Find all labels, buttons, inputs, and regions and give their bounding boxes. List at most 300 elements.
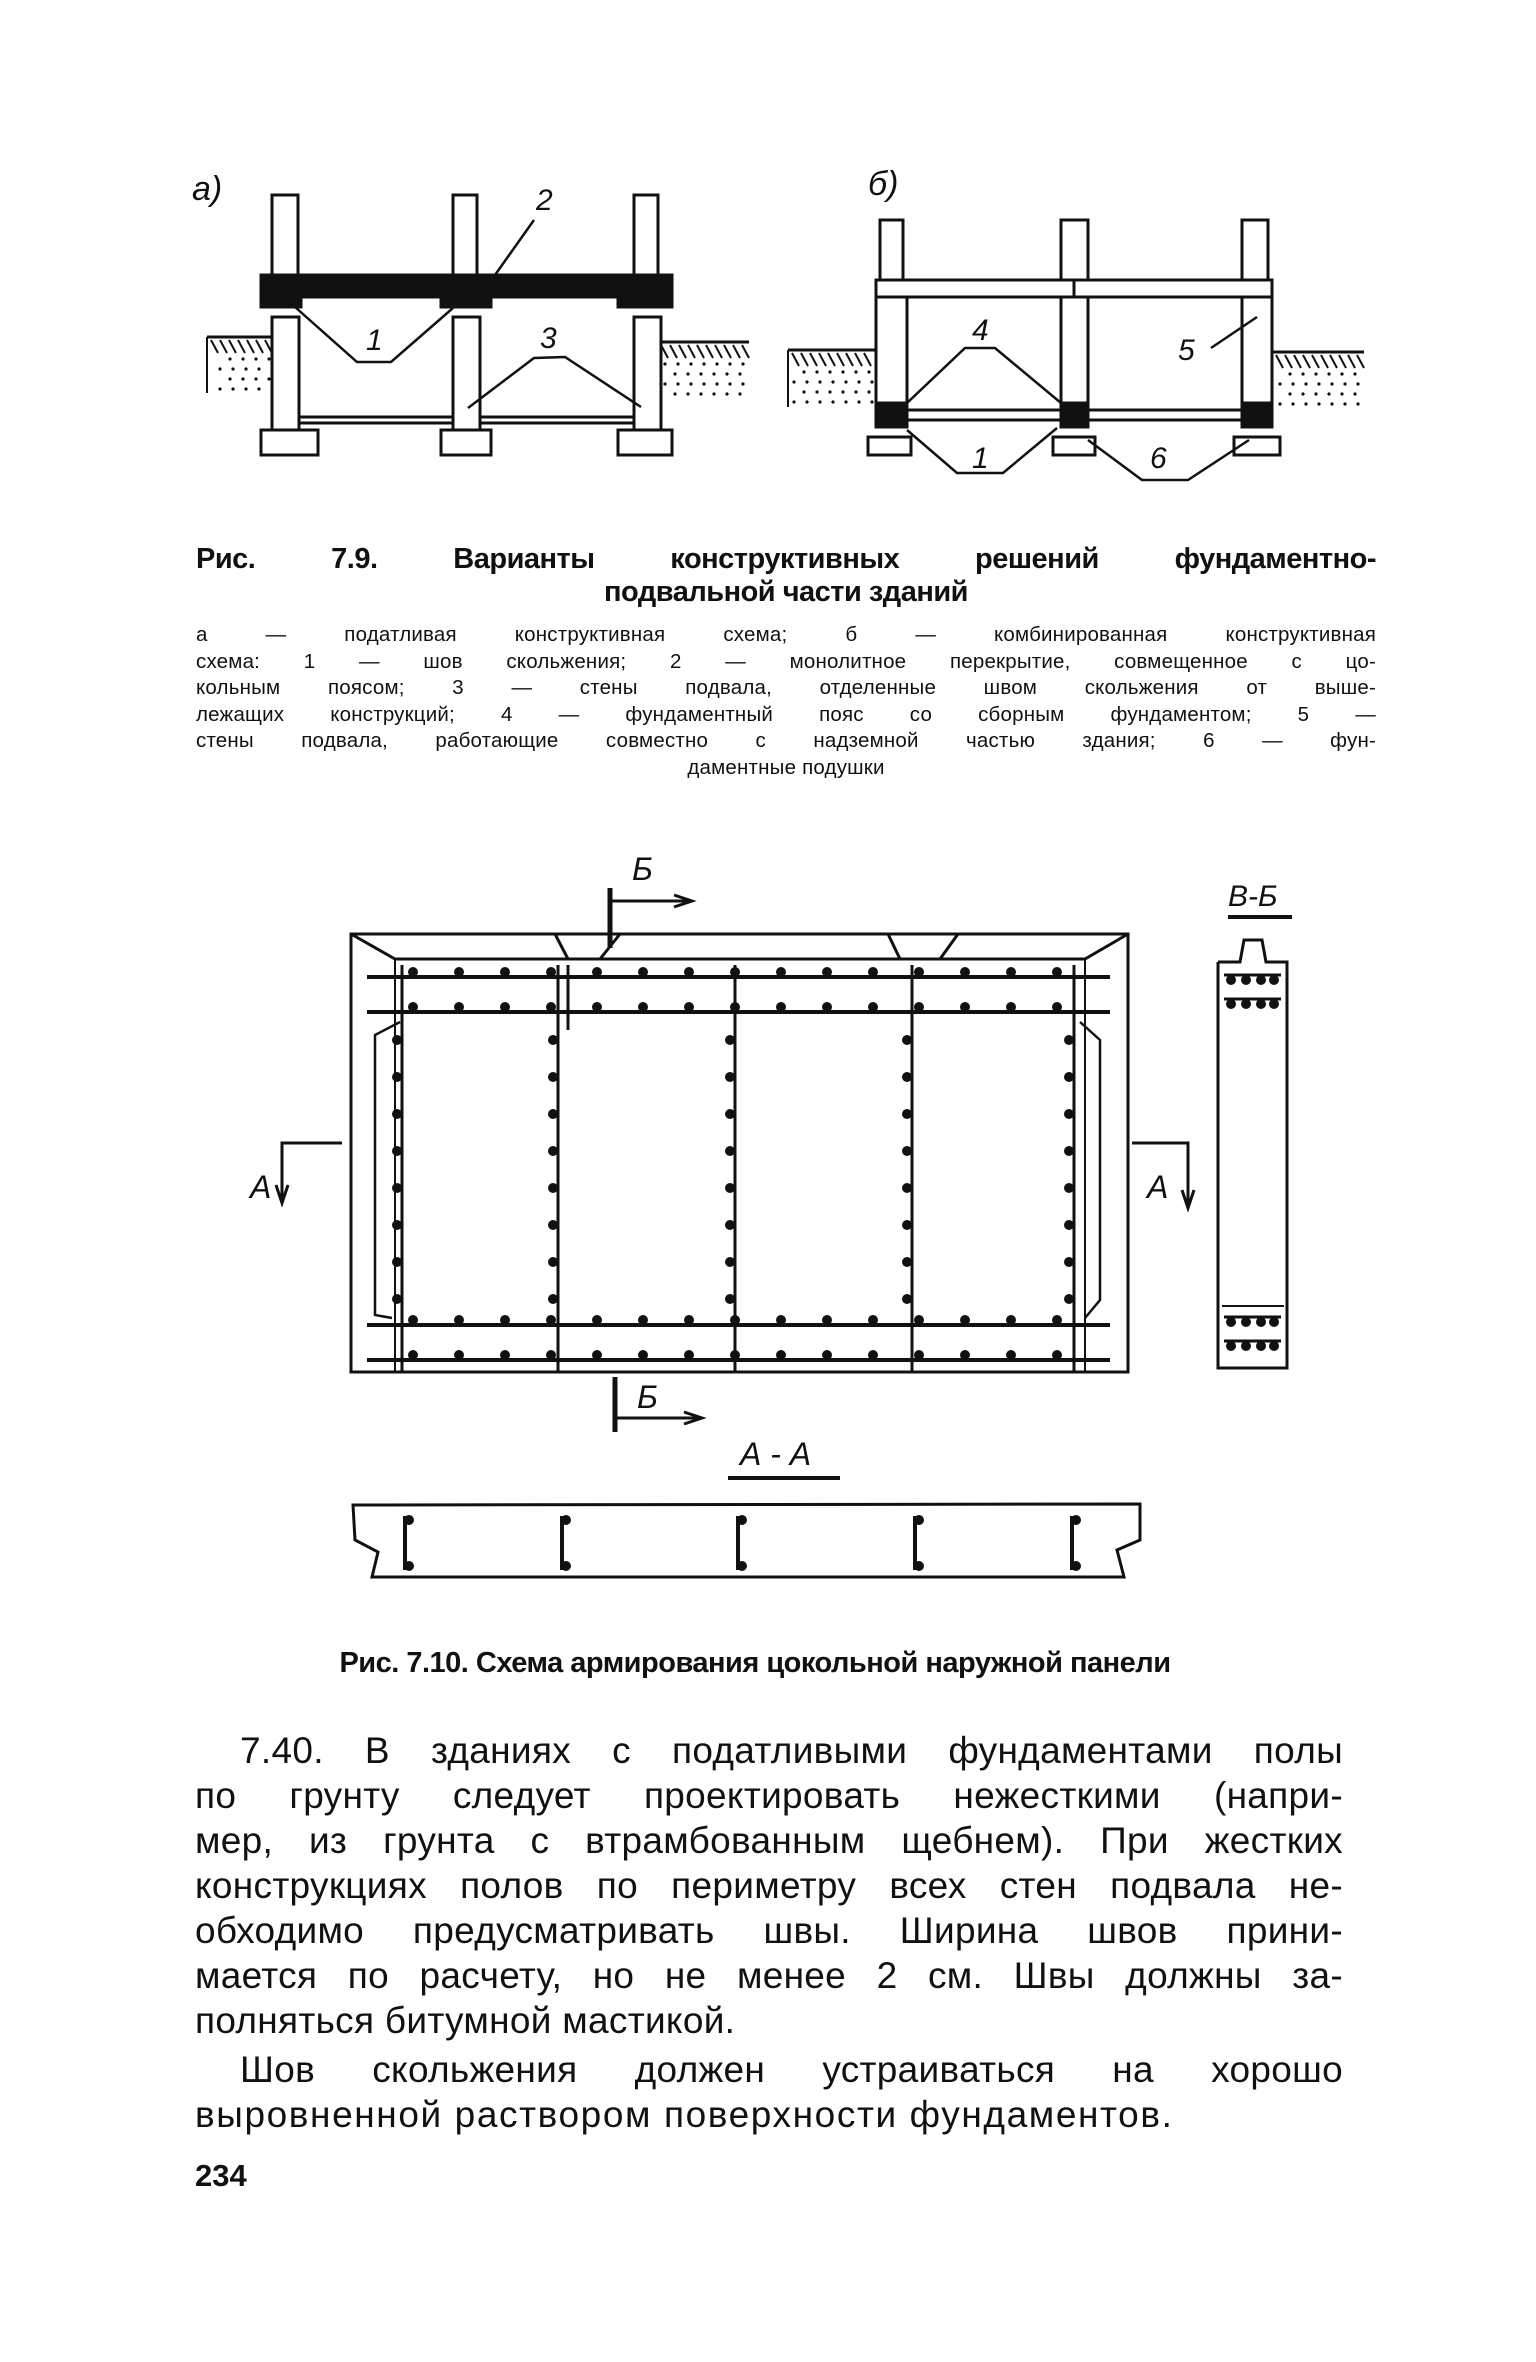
rebar-dot — [725, 1257, 735, 1267]
section-marker-b-bottom: Б — [637, 1379, 658, 1415]
soil-dot — [702, 382, 705, 385]
rebar-dot — [408, 1002, 418, 1012]
soil-dot — [870, 380, 873, 383]
soil-dot — [854, 370, 857, 373]
soil-dot — [1291, 402, 1294, 405]
soil-hatch — [1348, 355, 1355, 368]
rebar-dot — [730, 1350, 740, 1360]
legend-line: а — податливая конструктивная схема; б — комбинированная конструктивная — [196, 623, 1376, 646]
soil-dot — [741, 382, 744, 385]
soil-dot — [1291, 382, 1294, 385]
rebar-dot — [1064, 1183, 1074, 1193]
soil-dot — [841, 390, 844, 393]
soil-hatch — [715, 345, 722, 358]
rebar-dot — [902, 1109, 912, 1119]
rebar-dot — [1226, 999, 1236, 1009]
soil-dot — [1327, 372, 1330, 375]
soil-dot — [1314, 392, 1317, 395]
soil-dot — [844, 400, 847, 403]
soil-dot — [844, 380, 847, 383]
soil-dot — [241, 377, 244, 380]
soil-hatch — [846, 353, 853, 366]
rebar-dot — [454, 1350, 464, 1360]
soil-dot — [725, 392, 728, 395]
soil-dot — [725, 372, 728, 375]
soil-dot — [699, 392, 702, 395]
rebar-dot — [960, 1315, 970, 1325]
soil-dot — [244, 367, 247, 370]
soil-dot — [218, 367, 221, 370]
soil-hatch — [229, 340, 236, 353]
soil-dot — [1343, 402, 1346, 405]
callout-2: 2 — [536, 184, 553, 217]
soil-hatch — [1330, 355, 1337, 368]
rebar-dot — [546, 1315, 556, 1325]
soil-dot — [831, 400, 834, 403]
soil-dot — [673, 392, 676, 395]
soil-dot — [818, 380, 821, 383]
soil-dot — [1340, 372, 1343, 375]
rebar-dot — [868, 967, 878, 977]
soil-dot — [1327, 392, 1330, 395]
soil-hatch — [855, 353, 862, 366]
rebar-dot — [500, 1315, 510, 1325]
soil-dot — [712, 392, 715, 395]
section-aa — [353, 1504, 1140, 1577]
soil-dot — [1314, 372, 1317, 375]
rebar-dot — [902, 1257, 912, 1267]
rebar-dot — [1241, 1317, 1251, 1327]
soil-dot — [267, 357, 270, 360]
rebar-dot — [500, 967, 510, 977]
soil-hatch — [211, 340, 218, 353]
soil-hatch — [220, 340, 227, 353]
soil-dot — [1356, 382, 1359, 385]
rebar-dot — [392, 1220, 402, 1230]
soil-dot — [815, 390, 818, 393]
rebar-dot — [684, 967, 694, 977]
rebar-dot — [1064, 1035, 1074, 1045]
rebar-dot — [561, 1561, 571, 1571]
rebar-dot — [902, 1183, 912, 1193]
rebar-dot — [725, 1183, 735, 1193]
rebar-dot — [725, 1035, 735, 1045]
rebar-dot — [546, 1002, 556, 1012]
rebar-dot — [404, 1561, 414, 1571]
foundation-belt — [876, 403, 907, 427]
rebar-dot — [548, 1035, 558, 1045]
rebar-dot — [725, 1109, 735, 1119]
figure-7-9-caption-title-line-2: подвальной части зданий — [604, 576, 968, 608]
soil-dot — [1356, 402, 1359, 405]
basement-wall — [453, 317, 480, 430]
rebar-dot — [1256, 1317, 1266, 1327]
soil-dot — [805, 400, 808, 403]
rebar-dot — [404, 1515, 414, 1525]
soil-dot — [828, 390, 831, 393]
rebar-dot — [1064, 1220, 1074, 1230]
rebar-dot — [684, 1315, 694, 1325]
soil-dot — [728, 382, 731, 385]
callout-1: 1 — [366, 324, 383, 357]
soil-hatch — [837, 353, 844, 366]
rebar-dot — [1064, 1109, 1074, 1119]
soil-dot — [802, 390, 805, 393]
rebar-dot — [500, 1350, 510, 1360]
rebar-dot — [548, 1220, 558, 1230]
soil-hatch — [247, 340, 254, 353]
rebar-dot — [454, 1002, 464, 1012]
rebar-dot — [548, 1146, 558, 1156]
soil-dot — [828, 370, 831, 373]
rebar-dot — [592, 967, 602, 977]
soil-dot — [686, 392, 689, 395]
rebar-dot — [638, 967, 648, 977]
soil-dot — [676, 382, 679, 385]
figure-7-9-legend — [196, 622, 1376, 781]
soil-dot — [1317, 402, 1320, 405]
column — [453, 195, 477, 277]
rebar-dot — [725, 1146, 735, 1156]
scheme-b — [868, 165, 1280, 480]
rebar-dot — [392, 1109, 402, 1119]
soil-dot — [818, 400, 821, 403]
rebar-dot — [1256, 975, 1266, 985]
soil-dot — [1304, 402, 1307, 405]
rebar-dot — [454, 967, 464, 977]
soil-dot — [254, 377, 257, 380]
soil-dot — [792, 400, 795, 403]
legend-line: лежащих конструкций; 4 — фундаментный пояс со сборным фундаментом; 5 — — [196, 702, 1376, 726]
soil-hatch — [1357, 355, 1364, 368]
panel-a-label: а) — [192, 170, 223, 208]
rebar-dot — [392, 1146, 402, 1156]
rebar-dot — [822, 1315, 832, 1325]
soil-dot — [854, 390, 857, 393]
paragraph-line: полняться битумной мастикой. — [195, 2000, 736, 2041]
rebar-dot — [454, 1315, 464, 1325]
rebar-dot — [730, 1002, 740, 1012]
rebar-dot — [914, 1561, 924, 1571]
rebar-dot — [725, 1220, 735, 1230]
rebar-dot — [1256, 1341, 1266, 1351]
soil-hatch — [819, 353, 826, 366]
rebar-dot — [392, 1035, 402, 1045]
rebar-dot — [776, 967, 786, 977]
soil-hatch — [688, 345, 695, 358]
footing — [261, 430, 672, 455]
rebar-dot — [1241, 975, 1251, 985]
callout-5: 5 — [1178, 334, 1195, 367]
soil-dot — [218, 387, 221, 390]
soil-dot — [241, 357, 244, 360]
rebar-dot — [730, 967, 740, 977]
soil-dot — [689, 362, 692, 365]
rebar-dot — [546, 1350, 556, 1360]
paragraph-line: 7.40. В зданиях с податливыми фундаментами полы — [240, 1730, 1343, 1771]
soil-dot — [841, 370, 844, 373]
rebar-dot — [392, 1257, 402, 1267]
rebar-dot — [1052, 967, 1062, 977]
soil-dot — [805, 380, 808, 383]
soil-dot — [689, 382, 692, 385]
rebar-dot — [914, 1350, 924, 1360]
rebar-dot — [914, 1315, 924, 1325]
soil-dot — [1330, 382, 1333, 385]
section-bb-title: В-Б — [1228, 880, 1278, 913]
soil-dot — [715, 362, 718, 365]
page-number: 234 — [195, 2158, 247, 2193]
callout-4: 4 — [972, 314, 989, 347]
soil-dot — [1288, 392, 1291, 395]
soil-dot — [257, 367, 260, 370]
soil-hatch — [706, 345, 713, 358]
soil-dot — [792, 380, 795, 383]
soil-dot — [663, 362, 666, 365]
rebar-dot — [1071, 1515, 1081, 1525]
rebar-dot — [902, 1035, 912, 1045]
section-marker-a-left: А — [250, 1169, 272, 1205]
panel-b-label: б) — [868, 165, 899, 203]
callout-3: 3 — [540, 322, 557, 355]
paragraph-line: по грунту следует проектировать нежесткими (напри- — [195, 1775, 1343, 1816]
soil-hatch — [733, 345, 740, 358]
legend-line: кольным поясом; 3 — стены подвала, отделенные швом скольжения от выше- — [196, 676, 1376, 699]
soil-hatch — [1321, 355, 1328, 368]
soil-dot — [663, 382, 666, 385]
column — [634, 195, 658, 277]
rebar-dot — [776, 1002, 786, 1012]
body-text — [195, 1728, 1343, 2137]
soil-dot — [1330, 402, 1333, 405]
rebar-dot — [914, 967, 924, 977]
rebar-dot — [868, 1315, 878, 1325]
rebar-dot — [1071, 1561, 1081, 1571]
rebar-dot — [408, 967, 418, 977]
soil-dot — [231, 387, 234, 390]
soil-dot — [702, 362, 705, 365]
soil-hatch — [256, 340, 263, 353]
rebar-dot — [392, 1183, 402, 1193]
foundation-belt — [1061, 403, 1088, 427]
rebar-dot — [822, 967, 832, 977]
paragraph-line: мается по расчету, но не менее 2 см. Швы должны за- — [195, 1955, 1343, 1996]
soil-dot — [1301, 372, 1304, 375]
rebar-dot — [1064, 1257, 1074, 1267]
soil-dot — [867, 370, 870, 373]
soil-hatch — [742, 345, 749, 358]
rebar-dot — [822, 1002, 832, 1012]
rebar-dot — [548, 1183, 558, 1193]
callout-6: 6 — [1150, 442, 1167, 475]
rebar-dot — [725, 1072, 735, 1082]
rebar-dot — [1064, 1072, 1074, 1082]
soil-hatch — [1339, 355, 1346, 368]
basement-wall — [272, 317, 299, 430]
soil-dot — [712, 372, 715, 375]
rebar-dot — [592, 1350, 602, 1360]
figure-7-9-drawing — [0, 0, 1536, 500]
rebar-dot — [737, 1515, 747, 1525]
soil-dot — [676, 362, 679, 365]
soil-dot — [715, 382, 718, 385]
rebar-dot — [548, 1072, 558, 1082]
paragraph-line: выровненной раствором поверхности фундаментов. — [195, 2094, 1174, 2135]
rebar-dot — [1269, 1341, 1279, 1351]
rebar-dot — [914, 1515, 924, 1525]
rebar-dot — [548, 1294, 558, 1304]
soil-dot — [686, 372, 689, 375]
soil-hatch — [697, 345, 704, 358]
figure-7-10-drawing — [0, 840, 1536, 1600]
paragraph-line: обходимо предусматривать швы. Ширина швов прини- — [195, 1910, 1343, 1951]
soil-dot — [257, 387, 260, 390]
rebar-dot — [730, 1315, 740, 1325]
rebar-dot — [1064, 1294, 1074, 1304]
rebar-dot — [1241, 999, 1251, 1009]
section-marker-a-right: А — [1147, 1169, 1169, 1205]
rebar-dot — [960, 1350, 970, 1360]
rebar-dot — [902, 1294, 912, 1304]
soil-dot — [738, 372, 741, 375]
rebar-dot — [822, 1350, 832, 1360]
soil-dot — [1353, 392, 1356, 395]
soil-dot — [699, 372, 702, 375]
soil-dot — [870, 400, 873, 403]
rebar-dot — [1006, 1350, 1016, 1360]
soil-dot — [228, 377, 231, 380]
legend-line: стены подвала, работающие совместно с надземной частью здания; 6 — фун- — [196, 729, 1376, 752]
soil-dot — [1301, 392, 1304, 395]
rebar — [392, 965, 1074, 1372]
soil-dot — [741, 362, 744, 365]
soil-dot — [815, 370, 818, 373]
rebar-dot — [684, 1002, 694, 1012]
rebar-dot — [548, 1257, 558, 1267]
rebar-dot — [902, 1072, 912, 1082]
soil-dot — [1278, 402, 1281, 405]
soil-hatch — [801, 353, 808, 366]
rebar-dot — [868, 1002, 878, 1012]
panel-elevation — [276, 888, 1194, 1432]
soil-hatch — [828, 353, 835, 366]
soil-hatch — [238, 340, 245, 353]
soil-hatch — [1285, 355, 1292, 368]
soil-dot — [1304, 382, 1307, 385]
rebar-dot — [592, 1315, 602, 1325]
soil-dot — [1353, 372, 1356, 375]
rebar-dot — [914, 1002, 924, 1012]
soil-dot — [857, 380, 860, 383]
section-marker-b-top: Б — [632, 851, 653, 887]
soil-dot — [228, 357, 231, 360]
rebar-dot — [592, 1002, 602, 1012]
soil-hatch — [864, 353, 871, 366]
callout-1: 1 — [972, 442, 989, 475]
rebar-dot — [546, 967, 556, 977]
soil-dot — [1278, 382, 1281, 385]
soil-dot — [1340, 392, 1343, 395]
rebar-dot — [638, 1350, 648, 1360]
rebar-dot — [1226, 1341, 1236, 1351]
soil-hatch — [1294, 355, 1301, 368]
section-bb — [1218, 940, 1287, 1368]
soil-dot — [867, 390, 870, 393]
soil-dot — [802, 370, 805, 373]
basement-wall — [634, 317, 661, 430]
rebar-dot — [737, 1561, 747, 1571]
rebar-dot — [684, 1350, 694, 1360]
soil-dot — [254, 357, 257, 360]
paragraph-line: мер, из грунта с втрамбованным щебнем). При жестких — [195, 1820, 1343, 1861]
rebar-dot — [902, 1220, 912, 1230]
soil-hatch — [1303, 355, 1310, 368]
soil-dot — [244, 387, 247, 390]
rebar-dot — [408, 1350, 418, 1360]
soil-hatch — [679, 345, 686, 358]
soil-hatch — [1312, 355, 1319, 368]
rebar-dot — [1241, 1341, 1251, 1351]
rebar-dot — [408, 1315, 418, 1325]
soil-dot — [738, 392, 741, 395]
rebar-dot — [1052, 1315, 1062, 1325]
rebar-dot — [548, 1109, 558, 1119]
soil-hatch — [670, 345, 677, 358]
rebar-dot — [776, 1315, 786, 1325]
soil-dot — [1317, 382, 1320, 385]
rebar-dot — [392, 1072, 402, 1082]
legend-line: схема: 1 — шов скольжения; 2 — монолитное перекрытие, совмещенное с цо- — [196, 649, 1376, 673]
soil-hatch — [792, 353, 799, 366]
rebar-dot — [1064, 1146, 1074, 1156]
soil-dot — [1343, 382, 1346, 385]
rebar-dot — [638, 1002, 648, 1012]
soil-hatch — [1276, 355, 1283, 368]
foundation-belt — [1242, 403, 1272, 427]
rebar-dot — [638, 1315, 648, 1325]
rebar-dot — [725, 1294, 735, 1304]
soil-dot — [857, 400, 860, 403]
scheme-a — [192, 170, 672, 455]
rebar-dot — [960, 1002, 970, 1012]
soil-dot — [267, 377, 270, 380]
rebar-dot — [1269, 975, 1279, 985]
soil-hatch — [810, 353, 817, 366]
soil-dot — [831, 380, 834, 383]
soil-dot — [231, 367, 234, 370]
figure-7-9-caption-title-line-1: Рис. 7.9. Варианты конструктивных решений фундаментно- — [196, 543, 1376, 575]
rebar-dot — [1269, 1317, 1279, 1327]
legend-line: даментные подушки — [687, 755, 885, 779]
rebar-dot — [960, 967, 970, 977]
column — [272, 195, 298, 277]
foundation-pad — [868, 437, 1280, 455]
rebar-dot — [776, 1350, 786, 1360]
soil-hatch — [724, 345, 731, 358]
soil-dot — [1288, 372, 1291, 375]
rebar-dot — [1052, 1002, 1062, 1012]
paragraph-line: Шов скольжения должен устраиваться на хорошо — [240, 2049, 1343, 2090]
rebar-dot — [1226, 975, 1236, 985]
rebar-dot — [1006, 967, 1016, 977]
rebar-dot — [868, 1350, 878, 1360]
soil-dot — [673, 372, 676, 375]
section-aa-title: А - А — [740, 1436, 812, 1472]
rebar-dot — [902, 1146, 912, 1156]
rebar-dot — [1052, 1350, 1062, 1360]
rebar-dot — [392, 1294, 402, 1304]
rebar-dot — [1256, 999, 1266, 1009]
